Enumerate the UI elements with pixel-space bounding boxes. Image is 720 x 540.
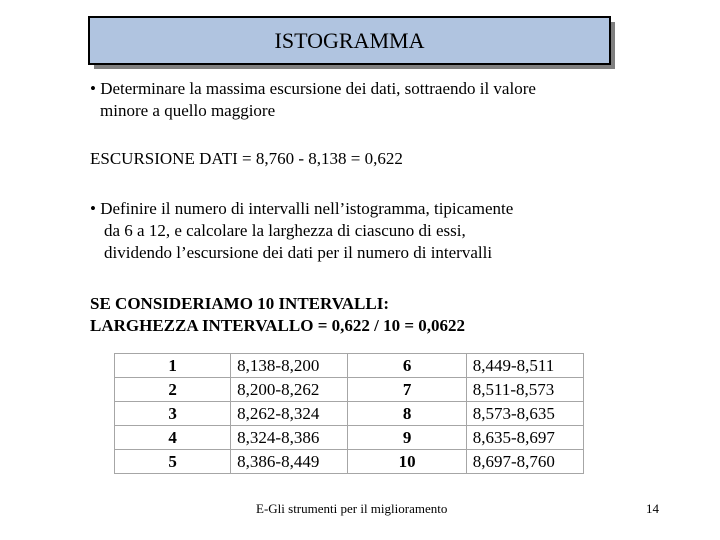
bullet-definire-line1: • Definire il numero di intervalli nell’istogramma, tipicamente [90,199,514,218]
bullet-determinare-line2: minore a quello maggiore [100,101,276,120]
interval-range: 8,697-8,760 [466,450,583,474]
interval-number: 9 [348,426,466,450]
interval-range: 8,386-8,449 [231,450,348,474]
interval-number: 6 [348,354,466,378]
considera-intervalli: SE CONSIDERIAMO 10 INTERVALLI: [90,294,390,313]
interval-number: 3 [115,402,231,426]
interval-number: 5 [115,450,231,474]
interval-range: 8,573-8,635 [466,402,583,426]
interval-number: 4 [115,426,231,450]
table-row [115,426,584,450]
bullet-definire-line3: dividendo l’escursione dei dati per il numero di intervalli [104,243,493,262]
larghezza-intervallo: LARGHEZZA INTERVALLO = 0,622 / 10 = 0,0622 [90,316,466,335]
interval-range: 8,449-8,511 [466,354,583,378]
bullet-determinare [90,78,536,122]
interval-range: 8,138-8,200 [231,354,348,378]
footer-text: E-Gli strumenti per il miglioramento [256,501,448,516]
interval-number: 2 [115,378,231,402]
intervalli-table [114,353,584,478]
bullet-determinare-line1: • Determinare la massima escursione dei dati, sottraendo il valore [90,79,536,98]
bullet-definire-line2: da 6 a 12, e calcolare la larghezza di ciascuno di essi, [104,221,466,240]
bullet-definire [90,198,513,264]
slide-title: ISTOGRAMMA [88,16,611,65]
interval-range: 8,262-8,324 [231,402,348,426]
table-row [115,378,584,402]
table-row [115,354,584,378]
interval-range: 8,511-8,573 [466,378,583,402]
table-row [115,450,584,474]
interval-number: 1 [115,354,231,378]
interval-number: 10 [348,450,466,474]
escursione-dati: ESCURSIONE DATI = 8,760 - 8,138 = 0,622 [90,149,403,168]
interval-number: 7 [348,378,466,402]
table-row [115,402,584,426]
considerazioni [90,293,465,337]
interval-range: 8,200-8,262 [231,378,348,402]
interval-range: 8,324-8,386 [231,426,348,450]
interval-number: 8 [348,402,466,426]
interval-range: 8,635-8,697 [466,426,583,450]
page-number: 14 [646,501,659,516]
